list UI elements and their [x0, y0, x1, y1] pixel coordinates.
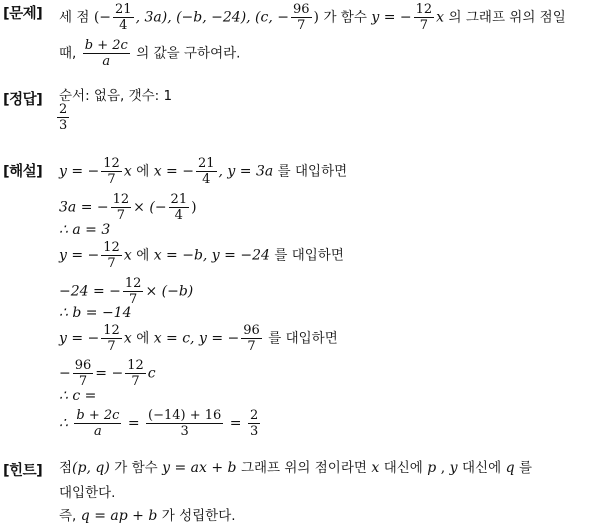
- answer-order-text: 순서: 없음, 갯수: 1: [59, 88, 173, 104]
- hint-text: 그래프 위의 점이라면: [240, 460, 367, 476]
- numerator: 2: [249, 408, 259, 423]
- solution-step-1: [59, 156, 347, 187]
- math-text: x = c, y = −: [153, 330, 240, 347]
- numerator: b + 2c: [76, 408, 120, 423]
- hint-line-1: [59, 458, 532, 478]
- solution-step-3: [59, 220, 110, 240]
- math-text: , 3a), (−b, −24), (c, −: [135, 9, 289, 26]
- denominator: a: [94, 424, 102, 439]
- math-text: −: [59, 365, 71, 382]
- denominator: a: [102, 54, 111, 69]
- hint-text: 즉,: [59, 508, 77, 524]
- solution-text: 를 대입하면: [277, 163, 348, 180]
- math-text: p: [427, 460, 437, 476]
- equals: =: [127, 415, 140, 432]
- denominator: 4: [119, 18, 128, 33]
- answer-value: [59, 102, 71, 133]
- problem-line-2: [59, 38, 240, 69]
- math-text: = −: [95, 365, 124, 382]
- solution-text: 에: [136, 330, 150, 347]
- math-text: x: [436, 9, 445, 26]
- math-text: x: [123, 330, 132, 347]
- paren: (: [93, 9, 100, 26]
- problem-line-1: [59, 2, 566, 33]
- solution-step-6: [59, 303, 132, 323]
- denominator: 7: [129, 292, 138, 307]
- fraction: [111, 192, 132, 223]
- solution-text: 에: [136, 247, 150, 264]
- denominator: 4: [174, 208, 183, 223]
- hint-label: [힌트]: [3, 463, 43, 479]
- solution-text: 에: [136, 163, 150, 180]
- fraction: [113, 2, 134, 33]
- numerator: 96: [243, 323, 260, 338]
- hint-text: 대신에: [383, 460, 423, 476]
- math-text: y = ax + b: [162, 460, 237, 476]
- math-text: (p, q): [72, 460, 110, 476]
- denominator: 7: [78, 374, 88, 389]
- solution-step-2: [59, 192, 197, 223]
- numerator: b + 2c: [84, 38, 128, 53]
- fraction: [414, 2, 435, 33]
- solution-step-9: [59, 386, 96, 406]
- fraction: [101, 323, 122, 354]
- problem-text: 의 값을 구하여라.: [136, 45, 241, 62]
- numerator: 96: [293, 2, 310, 17]
- fraction: [73, 358, 94, 389]
- fraction: [74, 408, 121, 439]
- denominator: 7: [419, 18, 429, 33]
- problem-text: 세 점: [59, 9, 90, 26]
- numerator: (−14) + 16: [148, 408, 222, 423]
- fraction: [101, 240, 122, 271]
- answer-label: [정답]: [3, 92, 43, 108]
- numerator: 12: [127, 358, 144, 373]
- math-text: ∴: [59, 415, 68, 432]
- numerator: 12: [112, 192, 130, 207]
- math-text: c: [147, 365, 156, 382]
- math-text: y = −: [59, 163, 100, 180]
- comma: ,: [440, 460, 446, 476]
- numerator: 21: [197, 156, 215, 171]
- numerator: 2: [59, 102, 68, 117]
- numerator: 12: [103, 323, 120, 338]
- problem-text: 의 그래프 위의 점일: [448, 9, 566, 26]
- math-text: y = −: [59, 330, 100, 347]
- fraction: [83, 38, 130, 69]
- numerator: 21: [170, 192, 188, 207]
- math-text: ∴ a = 3: [59, 222, 111, 238]
- numerator: 12: [103, 156, 120, 171]
- equals: =: [229, 415, 242, 432]
- denominator: 3: [180, 424, 189, 439]
- solution-step-8: [59, 358, 156, 389]
- math-text: 3a = −: [59, 199, 109, 216]
- numerator: 12: [124, 276, 142, 291]
- math-text: y = −: [371, 9, 412, 26]
- hint-text: 를: [519, 460, 533, 476]
- numerator: 12: [415, 2, 433, 17]
- math-text: y = −: [59, 247, 100, 264]
- math-text: , y = 3a: [218, 163, 274, 180]
- math-text: ∴ b = −14: [59, 305, 132, 321]
- problem-text: 때,: [59, 45, 77, 62]
- problem-label: [문제]: [3, 6, 43, 22]
- denominator: 7: [297, 18, 306, 33]
- denominator: 7: [107, 339, 116, 354]
- math-text: × (−: [133, 199, 167, 216]
- fraction: [291, 2, 312, 33]
- answer-order: [59, 86, 172, 106]
- math-text: −24 = −: [59, 283, 121, 300]
- hint-line-3: [59, 506, 236, 526]
- math-text: x: [123, 247, 132, 264]
- fraction: [248, 408, 260, 439]
- answer-fraction: [57, 102, 69, 133]
- fraction: [196, 156, 217, 187]
- math-text: x = −b, y = −24: [153, 247, 270, 264]
- fraction: [101, 156, 122, 187]
- solution-text: 를 대입하면: [274, 247, 344, 264]
- paren: ): [313, 9, 320, 26]
- fraction: [146, 408, 223, 439]
- math-text: × (−b): [145, 283, 194, 300]
- denominator: 7: [247, 339, 256, 354]
- math-text: x: [123, 163, 132, 180]
- hint-text: 대신에: [462, 460, 502, 476]
- denominator: 7: [107, 172, 116, 187]
- denominator: 4: [202, 172, 211, 187]
- math-text: x: [371, 460, 380, 476]
- solution-step-10: [59, 408, 262, 439]
- math-text: q = ap + b: [80, 508, 158, 524]
- denominator: 3: [59, 118, 68, 133]
- denominator: 7: [116, 208, 126, 223]
- hint-line-2: [59, 483, 115, 503]
- numerator: 12: [103, 240, 120, 255]
- math-text: y: [449, 460, 458, 476]
- hint-text: 점: [59, 460, 73, 476]
- hint-text: 가 함수: [114, 460, 158, 476]
- numerator: 21: [115, 2, 132, 17]
- fraction: [169, 192, 190, 223]
- solution-text: 를 대입하면: [268, 330, 338, 347]
- math-text: x = −: [153, 163, 194, 180]
- math-text: ∴ c =: [59, 388, 97, 404]
- fraction: [241, 323, 262, 354]
- solution-step-4: [59, 240, 344, 271]
- paren: ): [191, 199, 197, 216]
- hint-text: 대입한다.: [59, 485, 116, 501]
- solution-step-7: [59, 323, 338, 354]
- problem-text: 가 함수: [323, 9, 367, 26]
- minus: −: [99, 9, 112, 26]
- denominator: 7: [107, 256, 116, 271]
- hint-text: 가 성립한다.: [161, 508, 236, 524]
- numerator: 96: [74, 358, 92, 373]
- math-text: q: [505, 460, 515, 476]
- solution-label: [해설]: [3, 164, 43, 180]
- denominator: 3: [249, 424, 259, 439]
- denominator: 7: [131, 374, 140, 389]
- fraction: [125, 358, 146, 389]
